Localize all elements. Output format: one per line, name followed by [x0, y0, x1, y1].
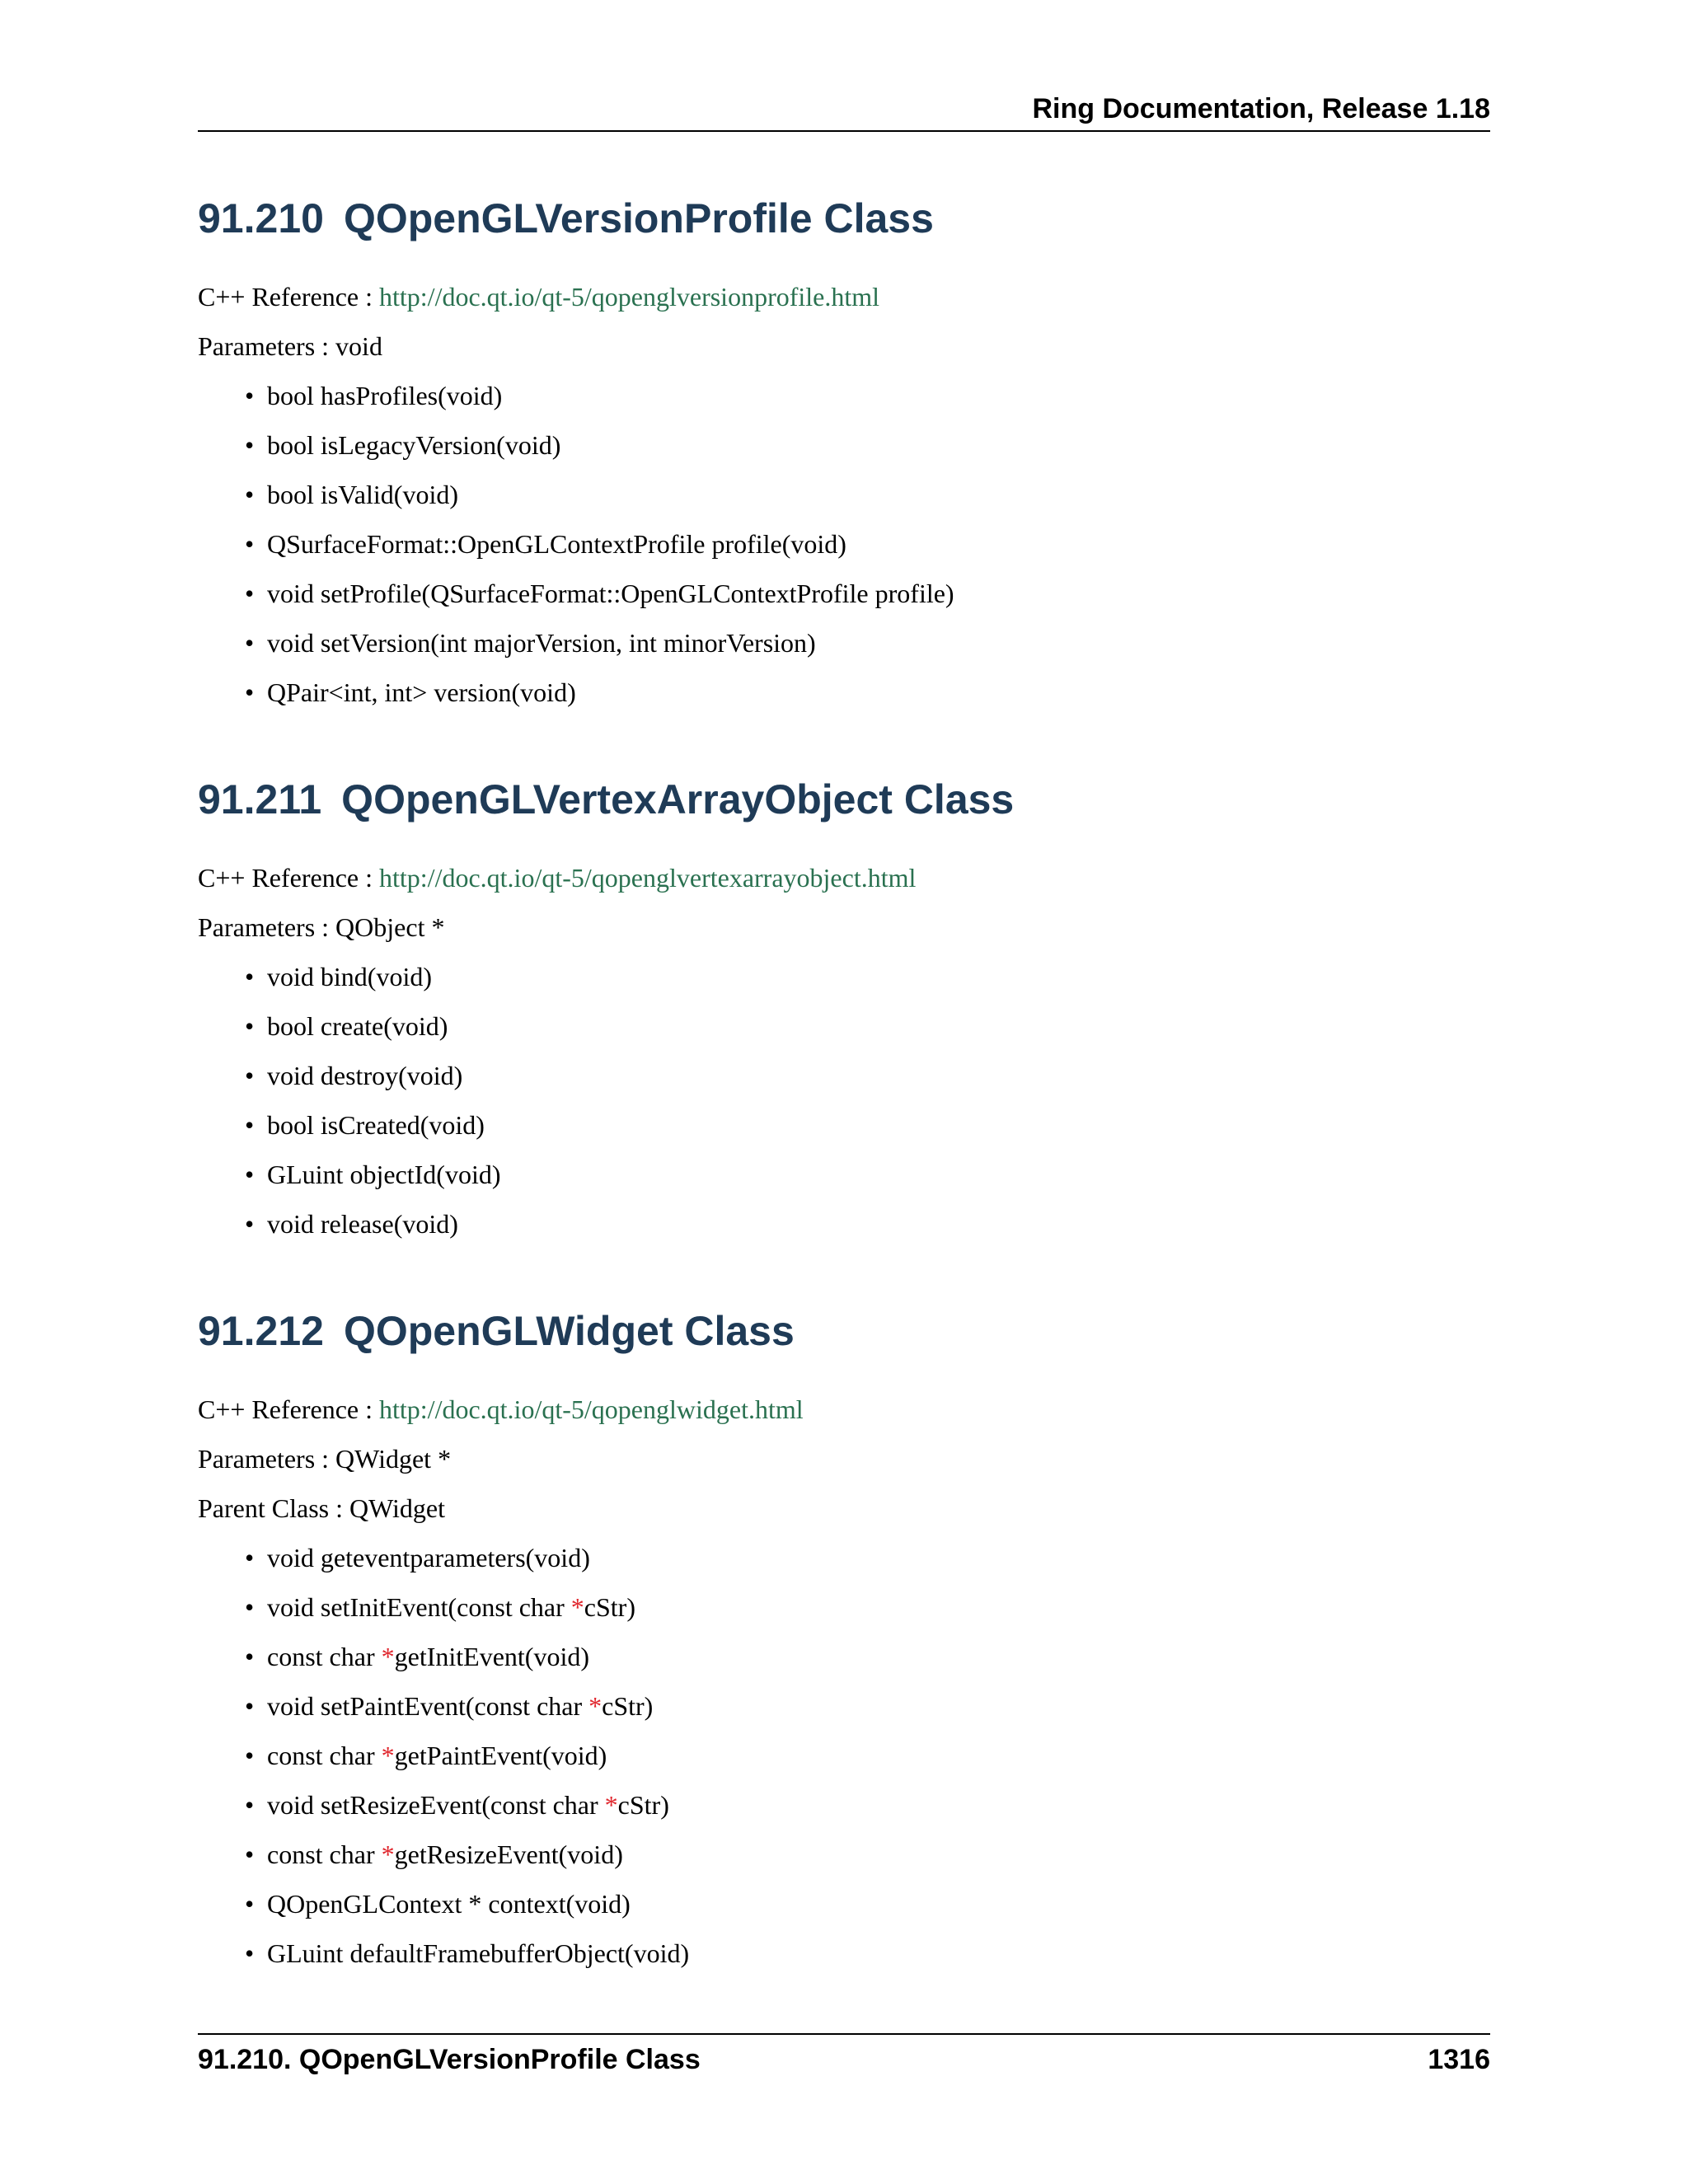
section-heading [198, 190, 1490, 247]
reference-line [198, 853, 1490, 902]
footer-rule [198, 2033, 1490, 2035]
reference-label: C++ Reference : [198, 1394, 379, 1424]
method-text: const char [267, 1840, 382, 1869]
method-text: const char [267, 1741, 382, 1770]
list-item: • void setProfile(QSurfaceFormat::OpenGLContextProfile profile) [198, 569, 1490, 618]
footer-page-number: 1316 [1428, 2044, 1490, 2075]
list-item: • GLuint defaultFramebufferObject(void) [198, 1929, 1490, 1978]
section-number: 91.212 [198, 1308, 324, 1354]
section-qopenglversionprofile [198, 190, 1490, 717]
method-text: void setPaintEvent(const char [267, 1691, 589, 1721]
list-item [198, 1681, 1490, 1731]
section-title: QOpenGLVersionProfile Class [343, 195, 934, 241]
reference-line [198, 272, 1490, 321]
section-number: 91.210 [198, 195, 324, 241]
reference-link[interactable]: http://doc.qt.io/qt-5/qopenglvertexarrayobject.html [379, 863, 917, 893]
list-item [198, 1830, 1490, 1879]
pointer-star: * [588, 1691, 603, 1721]
method-list [198, 952, 1490, 1249]
reference-label: C++ Reference : [198, 863, 379, 893]
list-item: • bool isLegacyVersion(void) [198, 420, 1490, 470]
section-qopenglwidget [198, 1302, 1490, 1978]
method-text: getInitEvent(void) [394, 1642, 589, 1671]
list-item: • bool hasProfiles(void) [198, 371, 1490, 420]
parameters-line: Parameters : QWidget * [198, 1444, 452, 1474]
list-item: • void bind(void) [198, 952, 1490, 1001]
list-item: • void release(void) [198, 1199, 1490, 1249]
header-rule [198, 130, 1490, 132]
parent-class-line: Parent Class : QWidget [198, 1493, 445, 1523]
reference-link[interactable]: http://doc.qt.io/qt-5/qopenglwidget.html [379, 1394, 804, 1424]
method-text: cStr) [617, 1790, 669, 1820]
list-item: • bool create(void) [198, 1001, 1490, 1051]
list-item [198, 1780, 1490, 1830]
list-item [198, 1731, 1490, 1780]
pointer-star: * [381, 1642, 395, 1671]
parameters-line: Parameters : QObject * [198, 912, 445, 942]
list-item: • QOpenGLContext * context(void) [198, 1879, 1490, 1929]
pointer-star: * [570, 1592, 584, 1622]
list-item: • bool isCreated(void) [198, 1100, 1490, 1150]
parameters-line: Parameters : void [198, 331, 382, 361]
method-text: cStr) [584, 1592, 635, 1622]
section-title: QOpenGLVertexArrayObject Class [341, 776, 1015, 823]
section-title: QOpenGLWidget Class [343, 1308, 795, 1354]
list-item: • GLuint objectId(void) [198, 1150, 1490, 1199]
method-text: void setResizeEvent(const char [267, 1790, 605, 1820]
reference-line [198, 1385, 1490, 1434]
pointer-star: * [381, 1741, 395, 1770]
list-item: • QPair<int, int> version(void) [198, 668, 1490, 717]
method-text: void setInitEvent(const char [267, 1592, 571, 1622]
pointer-star: * [604, 1790, 618, 1820]
method-text: const char [267, 1642, 382, 1671]
method-text: cStr) [602, 1691, 654, 1721]
list-item: • bool isValid(void) [198, 470, 1490, 519]
method-list [198, 371, 1490, 717]
reference-link[interactable]: http://doc.qt.io/qt-5/qopenglversionprofile.html [379, 282, 880, 312]
reference-label: C++ Reference : [198, 282, 379, 312]
list-item: • void geteventparameters(void) [198, 1533, 1490, 1582]
pointer-star: * [381, 1840, 395, 1869]
method-text: getResizeEvent(void) [394, 1840, 623, 1869]
section-heading [198, 771, 1490, 828]
method-list [198, 1533, 1490, 1978]
section-qopenglvertexarrayobject [198, 771, 1490, 1249]
page-header-title: Ring Documentation, Release 1.18 [1032, 93, 1490, 124]
list-item: • void setVersion(int majorVersion, int minorVersion) [198, 618, 1490, 668]
list-item: • void destroy(void) [198, 1051, 1490, 1100]
method-text: getPaintEvent(void) [394, 1741, 607, 1770]
list-item [198, 1582, 1490, 1632]
list-item [198, 1632, 1490, 1681]
footer-section-title: 91.210. QOpenGLVersionProfile Class [198, 2044, 701, 2075]
list-item: • QSurfaceFormat::OpenGLContextProfile profile(void) [198, 519, 1490, 569]
section-heading [198, 1302, 1490, 1360]
section-number: 91.211 [198, 776, 322, 823]
